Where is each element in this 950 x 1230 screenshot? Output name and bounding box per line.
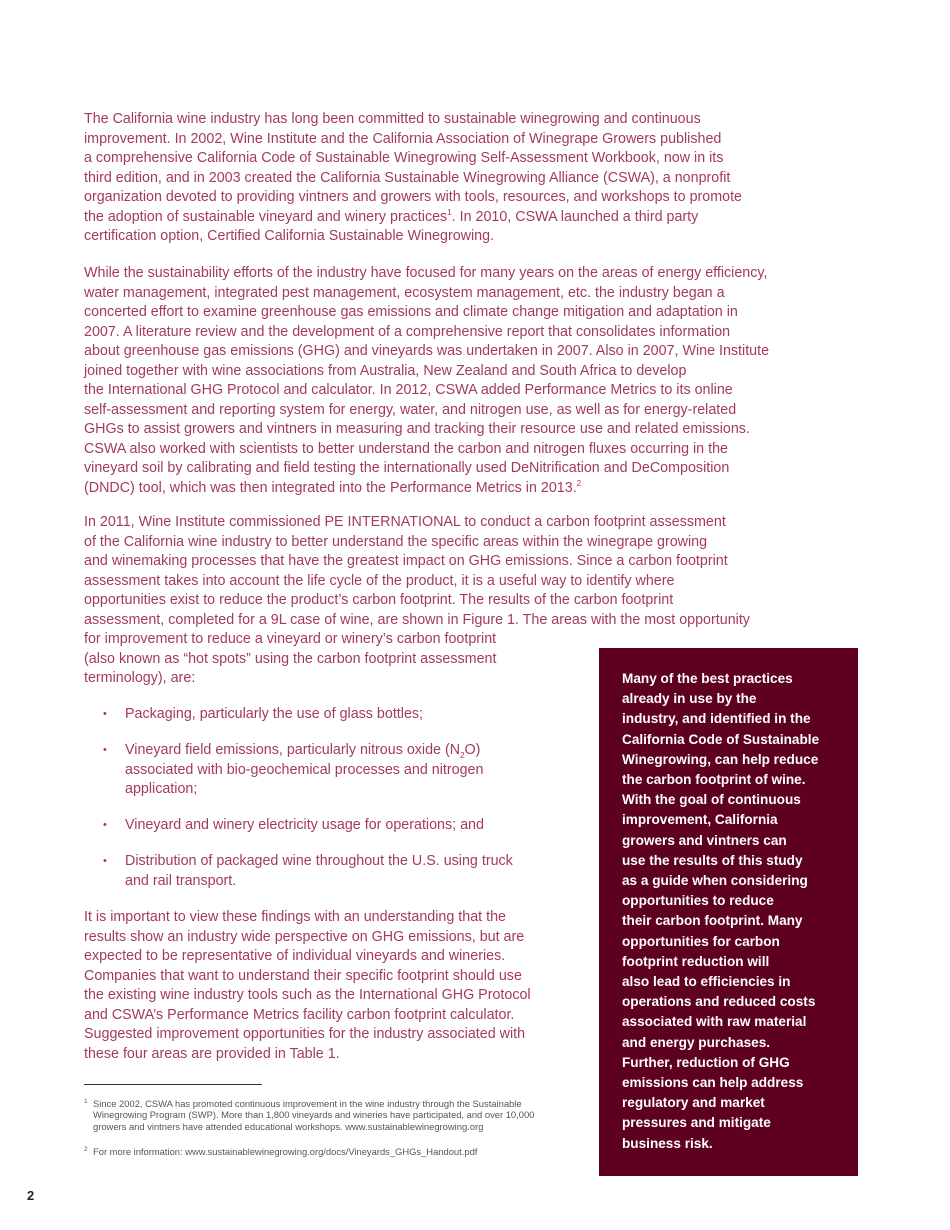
footnote-text: For more information: www.sustainablewinegrowing.org/docs/Vineyards_GHGs_Handout.pdf bbox=[93, 1146, 478, 1157]
bullet-marker: • bbox=[103, 855, 107, 867]
sustainability-paragraph bbox=[84, 264, 769, 498]
hot-spots-list bbox=[84, 705, 584, 908]
bullet-marker: • bbox=[103, 708, 107, 720]
callout-text: Many of the best practices already in use by the industry, and identified in the California Code of Sustainable Winegrowing, can help reduce the carbon footprint of wine. With the goal of continuous improvement, California growers and vintners can use the results of this study as a guide when considering opportunities to reduce their carbon footprint. Many opportunities for carbon footprint reduction will also lead to efficiencies in operations and reduced costs associated with raw material and energy purchases. Further, reduction of GHG emissions can help address regulatory and market pressures and mitigate business risk. bbox=[622, 671, 820, 1151]
subscript-2: 2 bbox=[460, 750, 465, 760]
list-item-text: Vineyard field emissions, particularly nitrous oxide (N bbox=[125, 742, 461, 758]
intro-paragraph bbox=[84, 110, 742, 247]
list-item-text: Distribution of packaged wine throughout the U.S. using truck and rail transport. bbox=[125, 853, 513, 889]
footnote-ref-1: 1 bbox=[447, 207, 452, 217]
list-item-text-cont: O) associated with bio-geochemical processes and nitrogen application; bbox=[125, 742, 484, 797]
footnote-divider bbox=[84, 1084, 262, 1085]
assessment-paragraph: In 2011, Wine Institute commissioned PE INTERNATIONAL to conduct a carbon footprint assessment of the California wine industry to better understand the specific areas within the winegrape growing and winemaking processes that have the greatest impact on GHG emissions. Since a carbon footprint assessment takes into account the life cycle of the product, it is a useful way to identify where opportunities exist to reduce the product’s carbon footprint. The results of the carbon footprint assessment, completed for a 9L case of wine, are shown in Figure 1. The areas with the most opportunity for improvement to reduce a vineyard or winery’s carbon footprint (also known as “hot spots” using the carbon footprint assessment terminology), are: bbox=[84, 514, 750, 686]
list-item-text: Packaging, particularly the use of glass bottles; bbox=[125, 706, 424, 722]
page-number: 2 bbox=[27, 1188, 35, 1203]
bullet-marker: • bbox=[103, 744, 107, 756]
intro-paragraph-text: The California wine industry has long been committed to sustainable winegrowing and continuous improvement. In 2002, Wine Institute and the California Association of Winegrape Growers published a comprehensive California Code of Sustainable Winegrowing Self-Assessment Workbook, now in its third edition, and in 2003 created the California Sustainable Winegrowing Alliance (CSWA), a nonprofit organization devoted to providing vintners and growers with tools, resources, and workshops to promote the adoption of sustainable vineyard and winery practices bbox=[84, 111, 743, 225]
sustainability-paragraph-text: While the sustainability efforts of the industry have focused for many years on the areas of energy efficiency, water management, integrated pest management, ecosystem management, etc. the industry began a concerted effort to examine greenhouse gas emissions and climate change mitigation and adaptation in 2007. A literature review and the development of a comprehensive report that consolidates information about greenhouse gas emissions (GHG) and vineyards was undertaken in 2007. Also in 2007, Wine Institute joined together with wine associations from Australia, New Zealand and South Africa to develop the International GHG Protocol and calculator. In 2012, CSWA added Performance Metrics to its online self-assessment and reporting system for energy, water, and nitrogen use, as well as for energy-related GHGs to assist growers and vintners in measuring and tracking their resource use and related emissions. CSWA also worked with scientists to better understand the carbon and nitrogen fluxes occurring in the vineyard soil by calibrating and field testing the internationally used DeNitrification and DeComposition (DNDC) tool, which was then integrated into the Performance Metrics in 2013. bbox=[84, 265, 770, 496]
footnote-ref-2: 2 bbox=[576, 478, 582, 488]
footnote-number: 1 bbox=[84, 1098, 88, 1105]
footnote-2 bbox=[84, 1146, 477, 1157]
intro-paragraph-end: . In 2010, CSWA launched a third party certification option, Certified California Sustainable Winegrowing. bbox=[84, 208, 699, 244]
bullet-marker: • bbox=[103, 819, 107, 831]
list-item bbox=[84, 852, 584, 891]
footnote-1 bbox=[84, 1098, 534, 1132]
list-item bbox=[84, 741, 584, 800]
callout-box bbox=[599, 648, 858, 1176]
list-item-text: Vineyard and winery electricity usage for operations; and bbox=[125, 817, 484, 833]
footnote-text: Since 2002, CSWA has promoted continuous improvement in the wine industry through the Sustainable Winegrowing Program (SWP). More than 1,800 vineyards and wineries have participated, and over 10,000 growers and vintners have attended educational workshops. www.sustainablewinegrowing.org bbox=[93, 1098, 535, 1132]
footnote-number: 2 bbox=[84, 1146, 88, 1153]
list-item bbox=[84, 705, 584, 725]
list-item bbox=[84, 816, 584, 836]
findings-paragraph: It is important to view these findings with an understanding that the results show an industry wide perspective on GHG emissions, but are expected to be representative of individual vineyards and wineries. Companies that want to understand their specific footprint should use the existing wine industry tools such as the International GHG Protocol and CSWA’s Performance Metrics facility carbon footprint calculator. Suggested improvement opportunities for the industry associated with these four areas are provided in Table 1. bbox=[84, 909, 531, 1062]
